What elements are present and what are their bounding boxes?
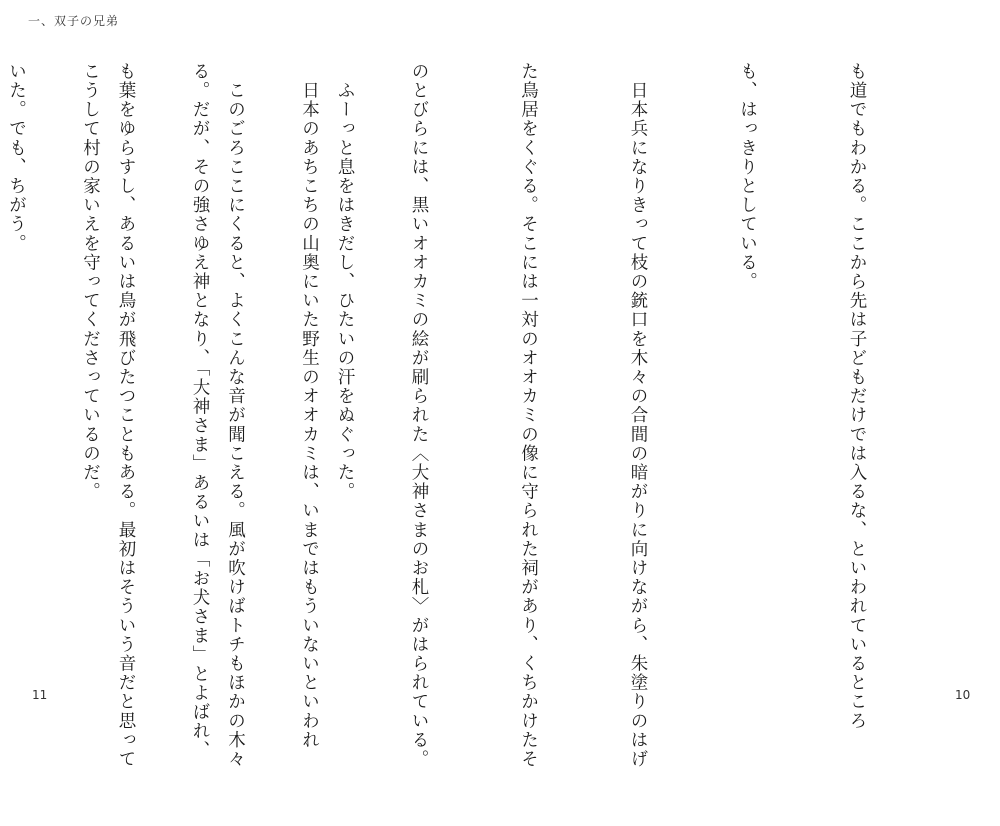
page-number-left: 11	[32, 688, 48, 702]
text-line: こうして村の家いえを守ってくださっているのだ。	[80, 62, 101, 502]
text-line: る。だが、その強さゆえ神となり、「大神さま」あるいは「お犬さま」とよばれ、	[190, 62, 210, 760]
text-line: 日本のあちこちの山奥にいた野生のオオカミは、いまではもういないといわれ	[299, 62, 320, 750]
text-line: も、はっきりとしている。	[737, 62, 758, 292]
text-line: このごろここにくると、よくこんな音が聞こえる。風が吹けばトチもほかの木々	[225, 62, 246, 769]
text-line: のとびらには、黒いオオカミの絵が刷られた〈大神さまのお札〉がはられている。	[409, 62, 429, 769]
text-line: た鳥居をくぐる。そこには一対のオオカミの像に守られた祠があり、くちかけたそ	[518, 62, 539, 769]
text-line: ふーっと息をはきだし、ひたいの汗をぬぐった。	[335, 62, 355, 502]
text-line: も道でもわかる。ここから先は子どもだけでは入るな、といわれているところ	[847, 62, 867, 731]
text-line: いた。でも、ちがう。	[6, 62, 27, 253]
text-line: も葉をゆらすし、あるいは鳥が飛びたつこともある。最初はそういう音だと思って	[116, 62, 136, 769]
running-head: 一、双子の兄弟	[28, 14, 120, 28]
text-line: 日本兵になりきって枝の銃口を木々の合間の暗がりに向けながら、朱塗りのはげ	[628, 62, 648, 769]
page-number-right: 10	[955, 688, 971, 702]
